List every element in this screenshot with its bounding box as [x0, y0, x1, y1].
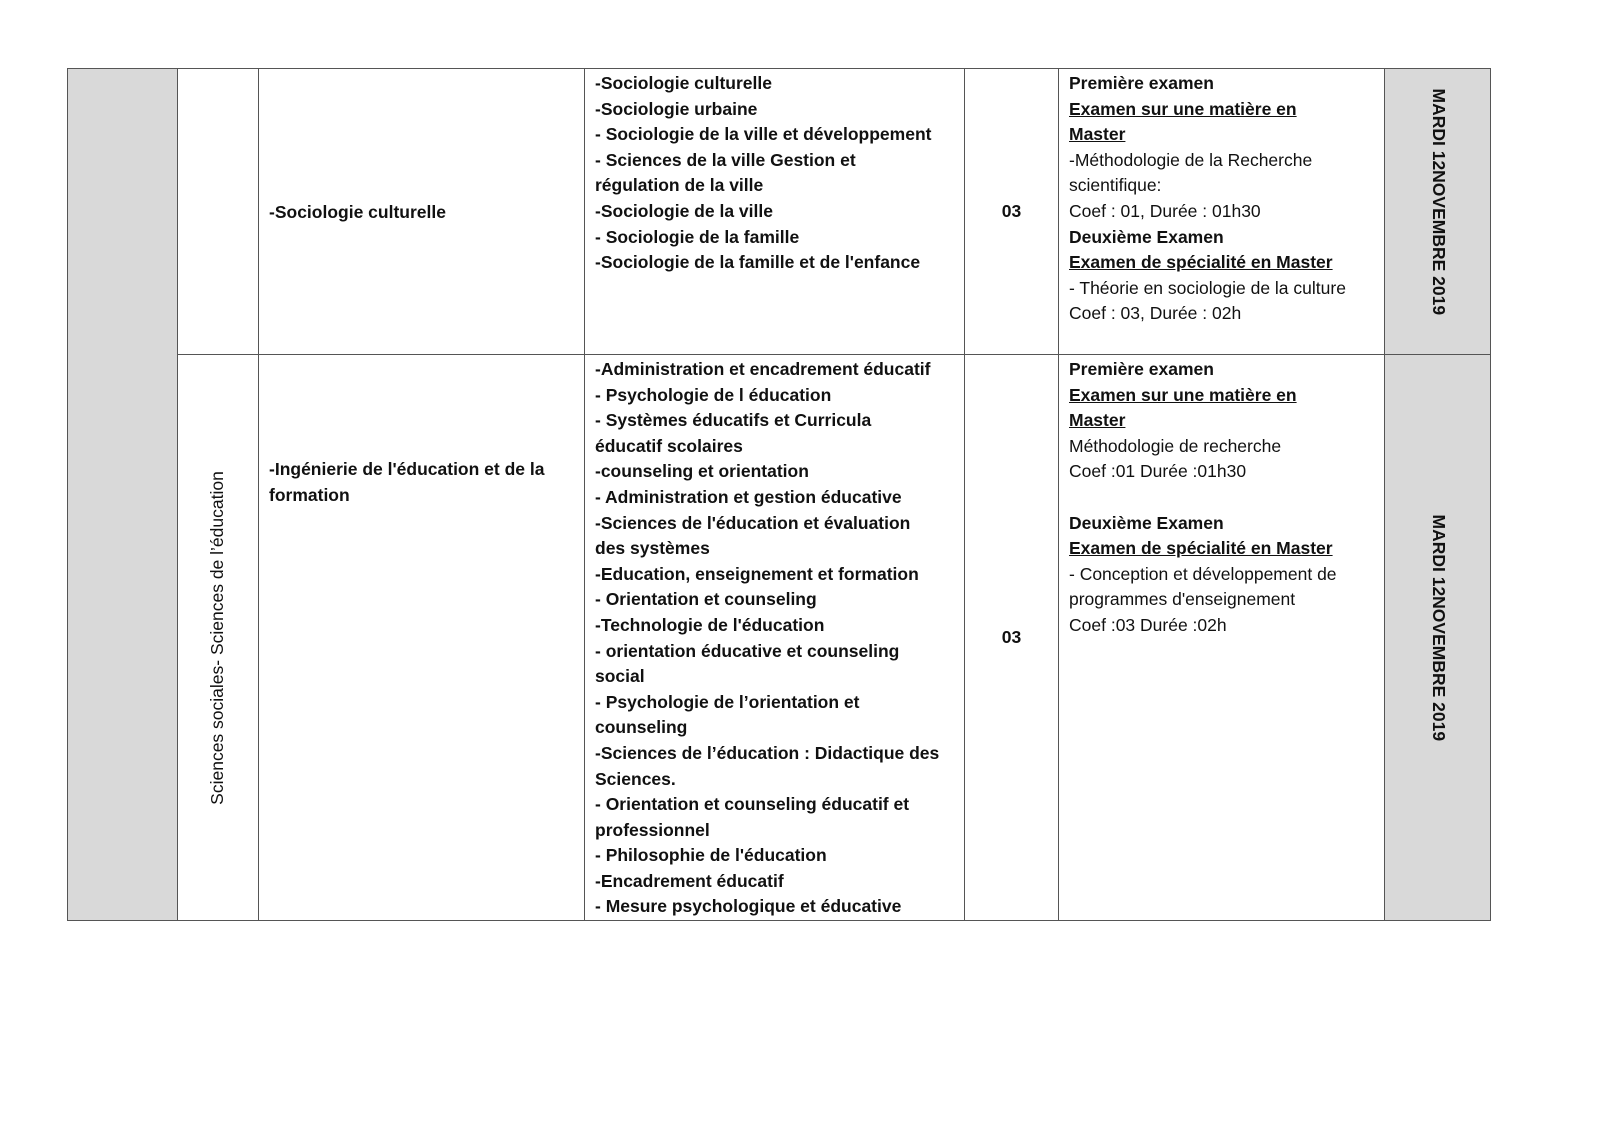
- exam-cell: [1059, 69, 1385, 355]
- exam-first-title: Première examen: [1069, 359, 1214, 379]
- places-value: 03: [1001, 200, 1022, 221]
- exam-first-coef: Coef : 01, Durée : 01h30: [1069, 200, 1261, 221]
- exam-first-type-cont: Master: [1069, 410, 1126, 431]
- exam-first-type-cont: Master: [1069, 124, 1126, 145]
- exam-second-coef: Coef : 03, Durée : 02h: [1069, 303, 1242, 324]
- list-item: -Sciences de l'éducation et évaluation: [595, 512, 911, 533]
- list-item: -Administration et encadrement éducatif: [595, 359, 931, 379]
- list-item: professionnel: [595, 819, 710, 840]
- exam-schedule-table: [67, 68, 1491, 921]
- exam-cell: [1059, 355, 1385, 921]
- list-item: -Technologie de l'éducation: [595, 614, 825, 635]
- exam-first-type: Examen sur une matière en: [1069, 98, 1297, 119]
- speciality-label-cont: formation: [269, 484, 350, 505]
- places-cell: [965, 69, 1059, 355]
- list-item: - Orientation et counseling: [595, 589, 817, 610]
- list-item: - orientation éducative et counseling: [595, 640, 900, 661]
- exam-first-title: Première examen: [1069, 73, 1214, 93]
- exam-date: MARDI 12NOVEMBRE 2019: [1428, 514, 1449, 742]
- exam-first-subject: -Méthodologie de la Recherche: [1069, 149, 1313, 170]
- exam-second-subject: - Théorie en sociologie de la culture: [1069, 277, 1346, 298]
- exam-second-title: Deuxième Examen: [1069, 226, 1224, 247]
- date-cell: [1385, 355, 1491, 921]
- list-item: - Systèmes éducatifs et Curricula: [595, 410, 872, 431]
- list-item: -Sociologie urbaine: [595, 98, 758, 119]
- list-item: - Psychologie de l éducation: [595, 384, 832, 405]
- exam-second-subject: - Conception et développement de: [1069, 563, 1337, 584]
- list-item: - Sociologie de la ville et développement: [595, 124, 932, 145]
- speciality-label: -Sociologie culturelle: [269, 201, 446, 222]
- list-item: - Sociologie de la famille: [595, 226, 800, 247]
- masters-cell: [585, 355, 965, 921]
- exam-second-type: Examen de spécialité en Master: [1069, 538, 1333, 559]
- places-value: 03: [1001, 626, 1022, 647]
- list-item: -Sociologie culturelle: [595, 73, 772, 93]
- exam-second-subject-cont: programmes d'enseignement: [1069, 589, 1296, 610]
- spacer: [1069, 485, 1374, 511]
- exam-date: MARDI 12NOVEMBRE 2019: [1428, 88, 1449, 316]
- list-item: - Sciences de la ville Gestion et: [595, 149, 856, 170]
- domain-label: Sciences sociales- Sciences de l’éducation: [207, 470, 228, 805]
- date-cell: [1385, 69, 1491, 355]
- list-item: éducatif scolaires: [595, 435, 743, 456]
- list-item: -Sociologie de la famille et de l'enfance: [595, 252, 921, 273]
- list-item: -Encadrement éducatif: [595, 870, 784, 891]
- domain-cell: [178, 69, 259, 355]
- list-item: -Sociologie de la ville: [595, 200, 773, 221]
- speciality-cell: [259, 355, 585, 921]
- exam-second-type: Examen de spécialité en Master: [1069, 252, 1333, 273]
- list-item: -counseling et orientation: [595, 461, 809, 482]
- exam-first-coef: Coef :01 Durée :01h30: [1069, 461, 1247, 482]
- list-item: - Administration et gestion éducative: [595, 486, 902, 507]
- speciality-label: -Ingénierie de l'éducation et de la: [269, 459, 545, 479]
- list-item: - Philosophie de l'éducation: [595, 845, 827, 866]
- list-item: - Psychologie de l’orientation et: [595, 691, 860, 712]
- list-item: - Orientation et counseling éducatif et: [595, 794, 910, 815]
- table-row: [68, 69, 1491, 355]
- list-item: - Mesure psychologique et éducative: [595, 896, 902, 917]
- list-item: des systèmes: [595, 538, 710, 559]
- list-item: social: [595, 666, 645, 687]
- places-cell: [965, 355, 1059, 921]
- list-item: counseling: [595, 717, 688, 738]
- speciality-cell: [259, 69, 585, 355]
- table-row: [68, 355, 1491, 921]
- masters-cell: [585, 69, 965, 355]
- list-item: -Sciences de l’éducation : Didactique des: [595, 742, 940, 763]
- domain-cell: [178, 355, 259, 921]
- list-item: Sciences.: [595, 768, 676, 789]
- exam-first-subject: Méthodologie de recherche: [1069, 435, 1282, 456]
- exam-first-type: Examen sur une matière en: [1069, 384, 1297, 405]
- faculty-cell: [68, 69, 178, 921]
- list-item: -Education, enseignement et formation: [595, 563, 919, 584]
- exam-second-title: Deuxième Examen: [1069, 512, 1224, 533]
- exam-first-subject-cont: scientifique:: [1069, 175, 1162, 196]
- list-item: régulation de la ville: [595, 175, 764, 196]
- exam-second-coef: Coef :03 Durée :02h: [1069, 614, 1227, 635]
